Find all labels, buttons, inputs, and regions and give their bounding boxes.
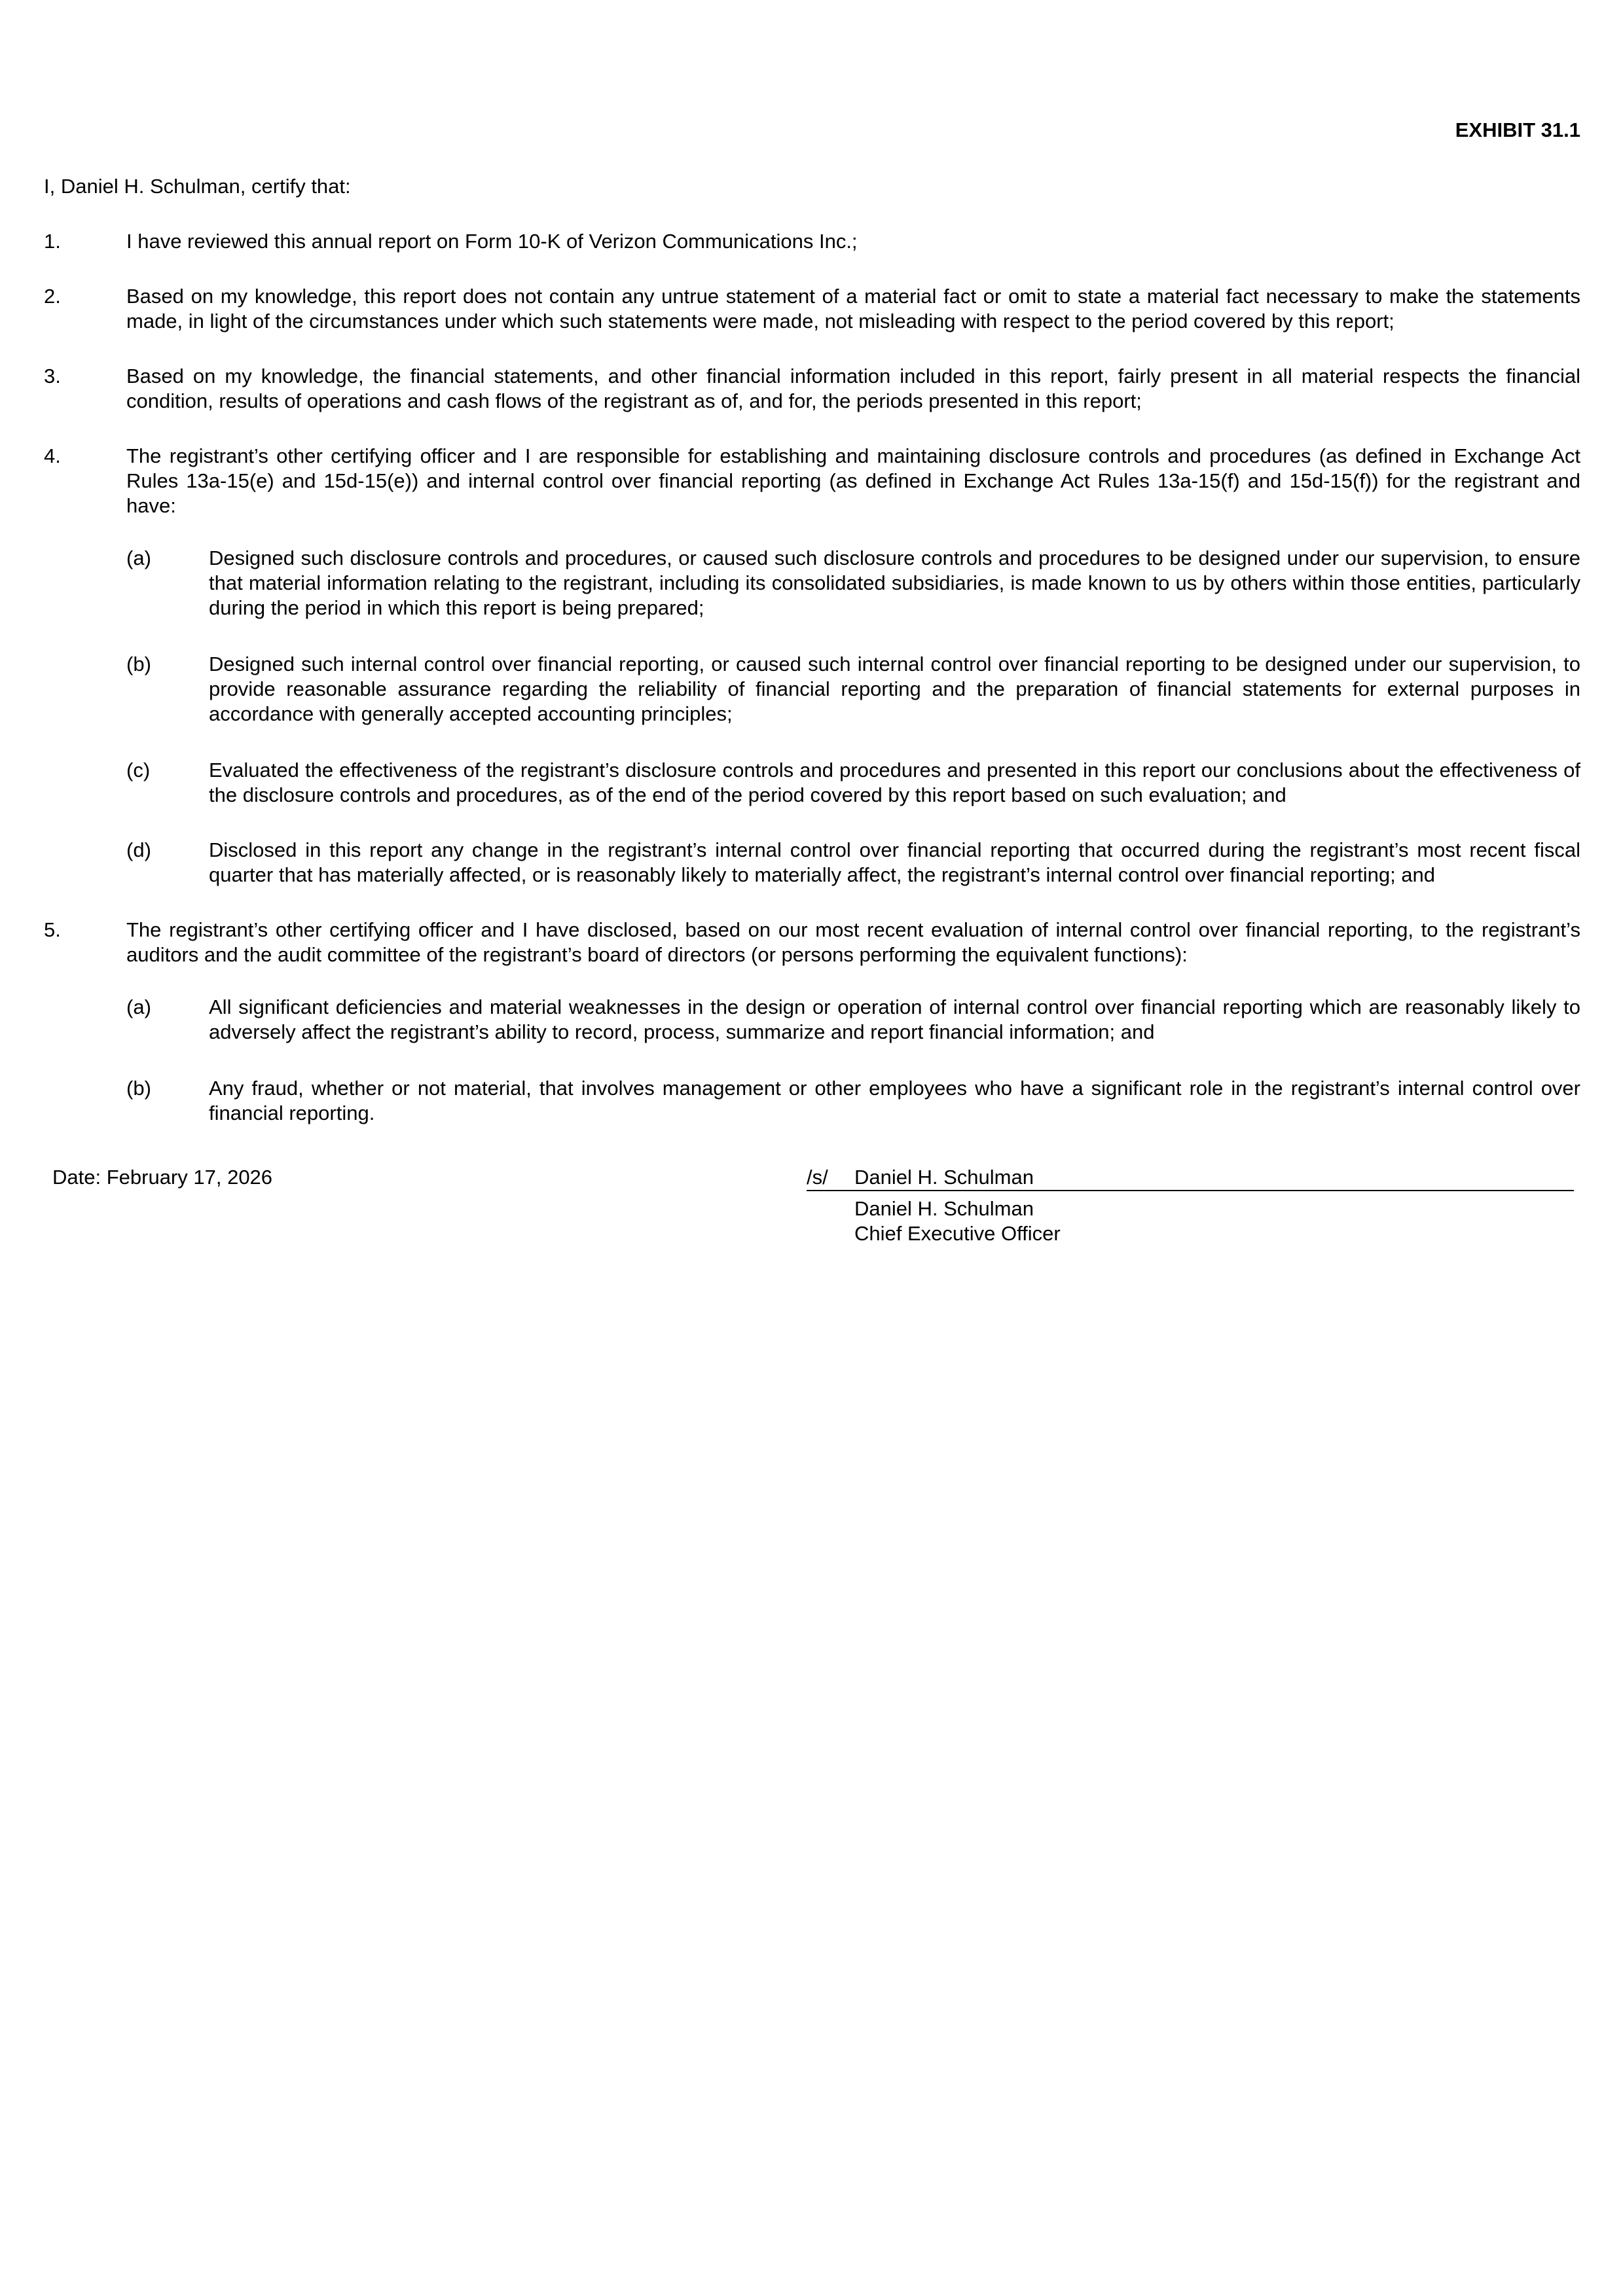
item-number: 1. xyxy=(44,230,61,253)
sub-item-letter: (a) xyxy=(126,547,151,569)
sub-item-5b xyxy=(126,1076,1580,1126)
sub-item-letter: (b) xyxy=(126,653,151,675)
sub-item-letter: (b) xyxy=(126,1077,151,1100)
signer-title: Chief Executive Officer xyxy=(854,1222,1061,1245)
certification-intro: I, Daniel H. Schulman, certify that: xyxy=(44,175,351,198)
item-number: 5. xyxy=(44,918,61,941)
sub-item-text: Any fraud, whether or not material, that involves management or other employees who have a significant role in the registrant’s internal control over financial reporting. xyxy=(209,1077,1580,1124)
item-number: 2. xyxy=(44,285,61,308)
signer-name: Daniel H. Schulman xyxy=(854,1197,1034,1220)
certification-item-4 xyxy=(44,444,1580,518)
sub-item-4d xyxy=(126,838,1580,888)
sub-item-letter: (d) xyxy=(126,838,151,861)
signature-block xyxy=(807,1165,1574,1246)
certification-item-2 xyxy=(44,284,1580,334)
exhibit-label: EXHIBIT 31.1 xyxy=(1455,118,1580,141)
certification-item-5 xyxy=(44,918,1580,967)
sub-item-4a xyxy=(126,546,1580,620)
item-text: The registrant’s other certifying officer and I have disclosed, based on our most recent evaluation of internal control over financial reporting, to the registrant’s auditors and the audit committee of the registrant’s board of directors (or persons performing the equivalent functions): xyxy=(126,918,1580,966)
item-text: The registrant’s other certifying officer and I are responsible for establishing and maintaining disclosure controls and procedures (as defined in Exchange Act Rules 13a-15(e) and 15d-15(e)) and internal control over financial reporting (as defined in Exchange Act Rules 13a-15(f) and 15d-15(f)) for the registrant and have: xyxy=(126,444,1580,517)
certification-date: Date: February 17, 2026 xyxy=(52,1166,273,1189)
sub-item-4b xyxy=(126,652,1580,726)
signer-info xyxy=(854,1191,1574,1246)
item-text: Based on my knowledge, the financial statements, and other financial information included in this report, fairly present in all material respects the financial condition, results of operations and cash flows of the registrant as of, and for, the periods presented in this report; xyxy=(126,365,1580,412)
sub-item-5a xyxy=(126,995,1580,1045)
sub-item-letter: (a) xyxy=(126,996,151,1018)
item-number: 3. xyxy=(44,365,61,387)
signature-name: Daniel H. Schulman xyxy=(854,1166,1034,1189)
sub-item-letter: (c) xyxy=(126,759,151,781)
sub-item-text: Designed such internal control over financial reporting, or caused such internal control over financial reporting to be designed under our supervision, to provide reasonable assurance regarding the reliability of financial reporting and the preparation of financial statements for external purposes in accordance with generally accepted accounting principles; xyxy=(209,653,1580,725)
sub-item-text: Disclosed in this report any change in the registrant’s internal control over financial reporting that occurred during the registrant’s most recent fiscal quarter that has materially affected, or is reasonably likely to materially affect, the registrant’s internal control over financial reporting; and xyxy=(209,838,1580,886)
sub-item-text: Evaluated the effectiveness of the registrant’s disclosure controls and procedures and presented in this report our conclusions about the effectiveness of the disclosure controls and procedures, as of the end of the period covered by this report based on such evaluation; and xyxy=(209,759,1580,806)
signature-line xyxy=(807,1165,1574,1191)
sub-item-text: Designed such disclosure controls and procedures, or caused such disclosure controls and procedures to be designed under our supervision, to ensure that material information relating to the registrant, including its consolidated subsidiaries, is made known to us by others within those entities, particularly during the period in which this report is being prepared; xyxy=(209,547,1580,619)
item-text: Based on my knowledge, this report does not contain any untrue statement of a material fact or omit to state a material fact necessary to make the statements made, in light of the circumstances under which such statements were made, not misleading with respect to the period covered by this report; xyxy=(126,285,1580,332)
item-text: I have reviewed this annual report on Form 10-K of Verizon Communications Inc.; xyxy=(126,230,858,253)
certification-item-1 xyxy=(44,229,1580,254)
certification-item-3 xyxy=(44,364,1580,414)
sub-item-text: All significant deficiencies and material weaknesses in the design or operation of internal control over financial reporting which are reasonably likely to adversely affect the registrant’s ability to record, process, summarize and report financial information; and xyxy=(209,996,1580,1043)
item-number: 4. xyxy=(44,444,61,467)
signature-prefix: /s/ xyxy=(807,1166,828,1189)
sub-item-4c xyxy=(126,758,1580,808)
